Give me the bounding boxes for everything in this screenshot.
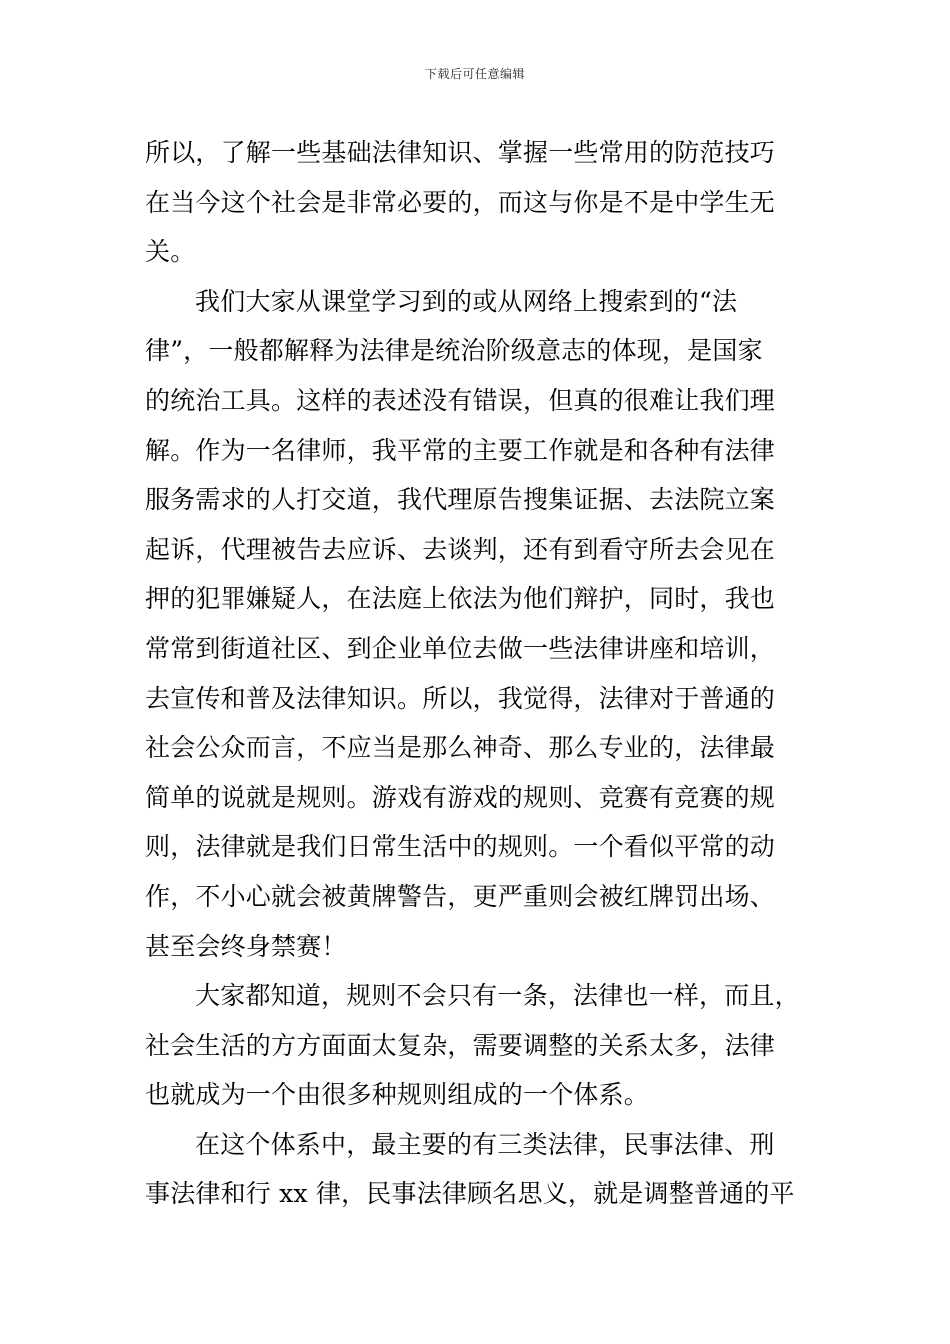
text-line: 在这个体系中，最主要的有三类法律，民事法律、刑 — [195, 1129, 775, 1159]
text-line: 所以，了解一些基础法律知识、掌握一些常用的防范技巧 — [145, 138, 776, 167]
text-line: 解。作为一名律师，我平常的主要工作就是和各种有法律 — [145, 435, 776, 465]
paragraph — [145, 128, 810, 277]
text-line: 在当今这个社会是非常必要的，而这与你是不是中学生无 — [145, 187, 776, 217]
text-line: 律”，一般都解释为法律是统治阶级意志的体现，是国家 — [145, 336, 763, 366]
text-line: 则，法律就是我们日常生活中的规则。一个看似平常的动 — [145, 832, 776, 862]
text-line: 事法律和行 xx 律，民事法律顾名思义，就是调整普通的平 — [145, 1179, 795, 1209]
text-line: 社会生活的方方面面太复杂，需要调整的关系太多，法律 — [145, 1030, 776, 1060]
text-line: 起诉，代理被告去应诉、去谈判，还有到看守所去会见在 — [145, 534, 776, 564]
text-line: 甚至会终身禁赛！ — [145, 931, 347, 961]
text-line: 社会公众而言，不应当是那么神奇、那么专业的，法律最 — [145, 733, 776, 763]
text-line: 常常到街道社区、到企业单位去做一些法律讲座和培训， — [145, 633, 776, 663]
paragraph — [145, 1120, 810, 1219]
text-line: 我们大家从课堂学习到的或从网络上搜索到的“法 — [195, 286, 738, 316]
text-line: 作，不小心就会被黄牌警告，更严重则会被红牌罚出场、 — [145, 881, 776, 911]
text-line: 简单的说就是规则。游戏有游戏的规则、竞赛有竞赛的规 — [145, 782, 776, 812]
text-line: 服务需求的人打交道，我代理原告搜集证据、去法院立案 — [145, 485, 776, 515]
paragraph — [145, 971, 810, 1120]
text-line: 关。 — [145, 237, 196, 267]
text-line: 的统治工具。这样的表述没有错误，但真的很难让我们理 — [145, 385, 776, 415]
page-header: 下载后可任意编辑 — [424, 67, 525, 81]
paragraph — [145, 277, 810, 971]
text-line: 大家都知道，规则不会只有一条，法律也一样，而且， — [195, 981, 800, 1011]
document-body — [145, 128, 810, 1219]
text-line: 也就成为一个由很多种规则组成的一个体系。 — [145, 1080, 650, 1110]
text-line: 去宣传和普及法律知识。所以，我觉得，法律对于普通的 — [145, 683, 776, 713]
text-line: 押的犯罪嫌疑人，在法庭上依法为他们辩护，同时，我也 — [145, 584, 776, 614]
